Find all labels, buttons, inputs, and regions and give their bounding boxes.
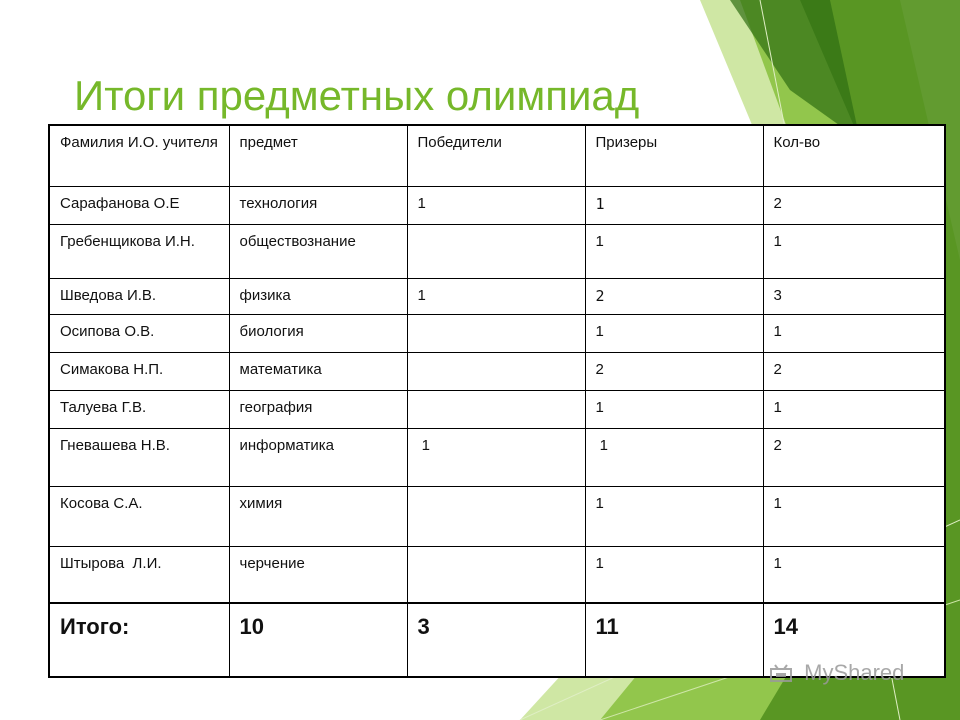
teacher-cell: Штырова Л.И. <box>49 546 229 603</box>
table-row <box>49 546 945 603</box>
prizewinners-cell: 1 <box>585 186 763 224</box>
subject-cell: география <box>229 390 407 428</box>
teacher-cell: Косова С.А. <box>49 486 229 546</box>
subject-cell: химия <box>229 486 407 546</box>
table-row <box>49 390 945 428</box>
winners-cell <box>407 352 585 390</box>
count-cell: 1 <box>763 224 945 278</box>
prizewinners-cell: 2 <box>585 278 763 314</box>
count-cell: 1 <box>763 314 945 352</box>
teacher-cell: Осипова О.В. <box>49 314 229 352</box>
prizewinners-cell: 2 <box>585 352 763 390</box>
teacher-cell: Гребенщикова И.Н. <box>49 224 229 278</box>
table-row <box>49 314 945 352</box>
count-cell: 2 <box>763 352 945 390</box>
prizewinners-cell: 1 <box>585 224 763 278</box>
prizewinners-cell: 1 <box>585 314 763 352</box>
prizewinners-cell: 1 <box>585 486 763 546</box>
count-cell: 1 <box>763 486 945 546</box>
results-table <box>48 124 946 678</box>
header-cell-teacher: Фамилия И.О. учителя <box>49 125 229 186</box>
winners-cell: 1 <box>407 428 585 486</box>
subject-cell: обществознание <box>229 224 407 278</box>
winners-cell: 1 <box>407 186 585 224</box>
count-cell: 3 <box>763 278 945 314</box>
count-cell: 1 <box>763 390 945 428</box>
watermark-text: MyShared <box>804 660 905 685</box>
teacher-cell: Шведова И.В. <box>49 278 229 314</box>
total-prizewinners-cell: 11 <box>585 603 763 677</box>
myshared-logo-icon <box>768 663 794 683</box>
table-row <box>49 278 945 314</box>
header-cell-prizewinners: Призеры <box>585 125 763 186</box>
count-cell: 2 <box>763 186 945 224</box>
count-cell: 1 <box>763 546 945 603</box>
subject-cell: математика <box>229 352 407 390</box>
header-cell-winners: Победители <box>407 125 585 186</box>
subject-cell: информатика <box>229 428 407 486</box>
prizewinners-cell: 1 <box>585 428 763 486</box>
total-subject-cell: 10 <box>229 603 407 677</box>
watermark <box>768 660 904 686</box>
teacher-cell: Талуева Г.В. <box>49 390 229 428</box>
prizewinners-cell: 1 <box>585 546 763 603</box>
teacher-cell: Сарафанова О.Е <box>49 186 229 224</box>
total-count-cell: 14 <box>763 603 945 677</box>
winners-cell <box>407 486 585 546</box>
slide-title: Итоги предметных олимпиад <box>74 72 640 119</box>
subject-cell: физика <box>229 278 407 314</box>
table-row <box>49 428 945 486</box>
winners-cell <box>407 546 585 603</box>
total-winners-cell: 3 <box>407 603 585 677</box>
table-row <box>49 352 945 390</box>
table-row <box>49 186 945 224</box>
count-cell: 2 <box>763 428 945 486</box>
table-row <box>49 486 945 546</box>
winners-cell <box>407 224 585 278</box>
header-cell-count: Кол-во <box>763 125 945 186</box>
total-label-cell: Итого: <box>49 603 229 677</box>
header-cell-subject: предмет <box>229 125 407 186</box>
teacher-cell: Симакова Н.П. <box>49 352 229 390</box>
subject-cell: черчение <box>229 546 407 603</box>
table-row <box>49 224 945 278</box>
table-header-row <box>49 125 945 186</box>
winners-cell <box>407 314 585 352</box>
subject-cell: технология <box>229 186 407 224</box>
winners-cell: 1 <box>407 278 585 314</box>
prizewinners-cell: 1 <box>585 390 763 428</box>
subject-cell: биология <box>229 314 407 352</box>
winners-cell <box>407 390 585 428</box>
teacher-cell: Гневашева Н.В. <box>49 428 229 486</box>
